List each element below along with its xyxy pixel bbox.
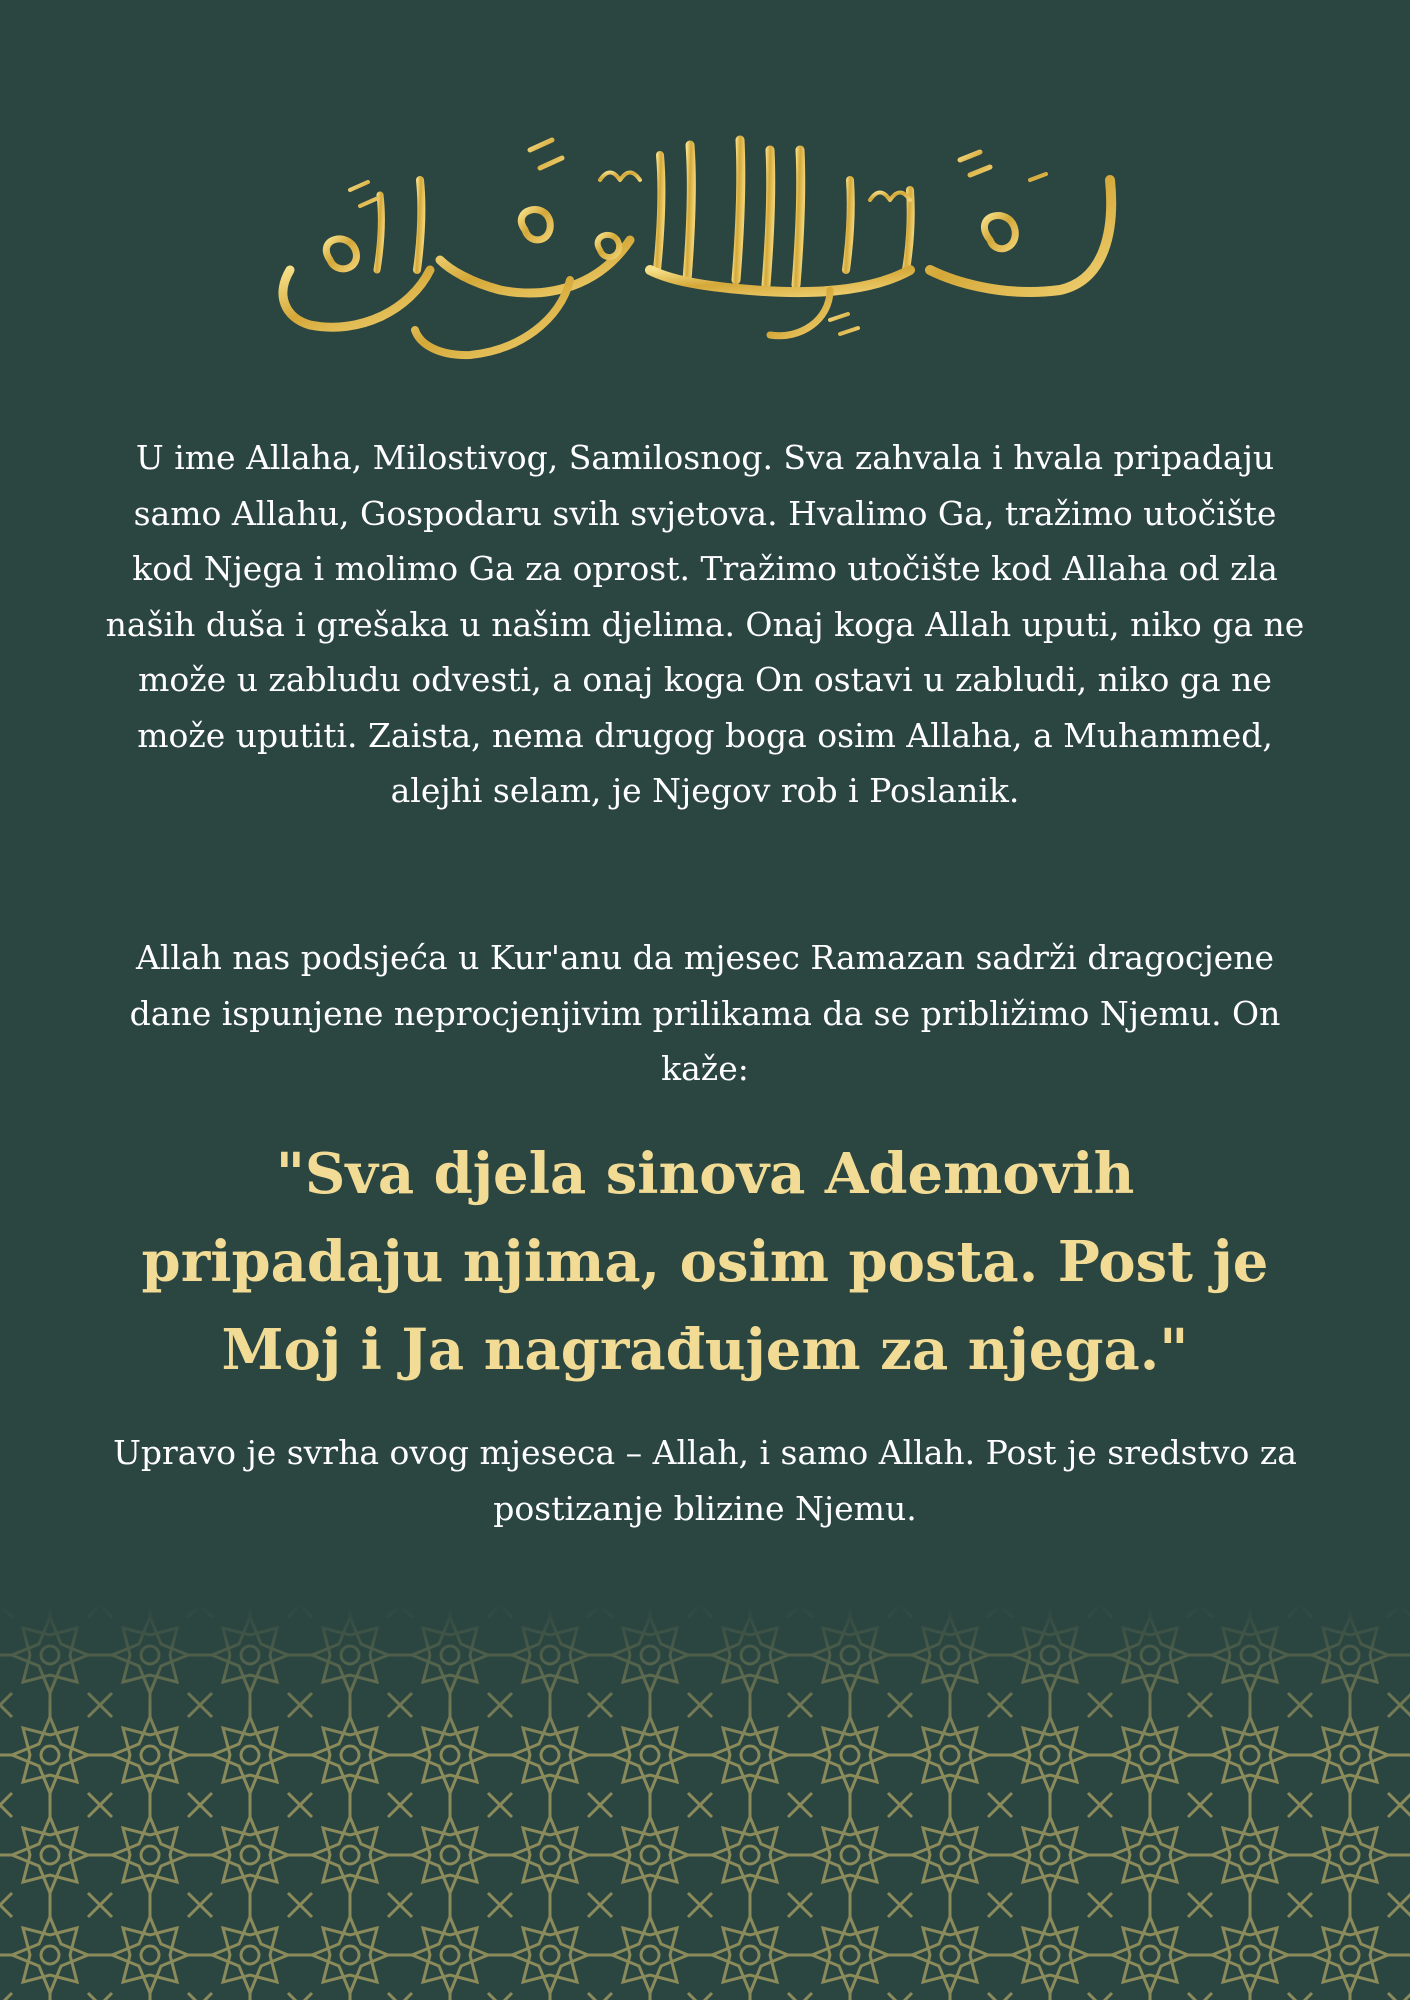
intro-paragraph: U ime Allaha, Milostivog, Samilosnog. Sva zahvala i hvala pripadaju samo Allahu, Gospodaru svih svjetova. Hvalimo Ga, tražimo utočište kod Njega i molimo Ga za oprost. Tražimo utočište kod Allaha od zla naših duša i grešaka u našim djelima. Onaj koga Allah uputi, niko ga ne može u zabludu odvesti, a onaj koga On ostavi u zabludi, niko ga ne može uputiti. Zaista, nema drugog boga osim Allaha, a Muhammed, alejhi selam, je Njegov rob i Poslanik. (105, 438, 1305, 810)
bismillah-calligraphy-icon (270, 120, 1130, 370)
reminder-paragraph: Allah nas podsjeća u Kur'anu da mjesec Ramazan sadrži dragocjene dane ispunjene neprocjenjivim prilikama da se približimo Njemu. On kaže: (129, 938, 1281, 1088)
islamic-geometric-pattern-icon (0, 1605, 1410, 2000)
hadith-quote: "Sva djela sinova Ademovih pripadaju njima, osim posta. Post je Moj i Ja nagrađujem za njega." (141, 1141, 1269, 1383)
closing-paragraph: Upravo je svrha ovog mjeseca – Allah, i samo Allah. Post je sredstvo za postizanje blizine Njemu. (113, 1433, 1297, 1528)
